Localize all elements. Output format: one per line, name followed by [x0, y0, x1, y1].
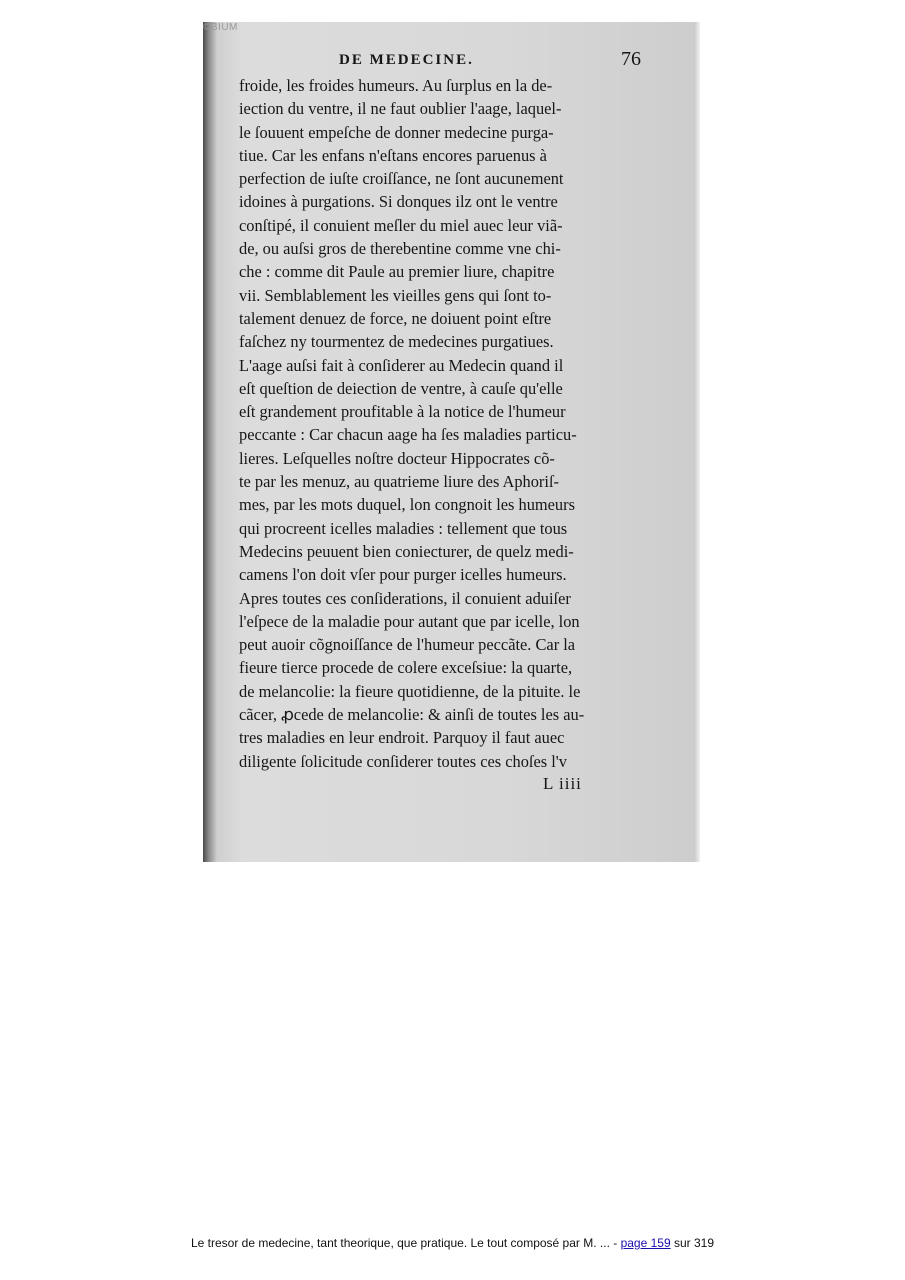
text-line: L'aage auſsi fait à conſiderer au Medecin quand il [239, 355, 564, 375]
text-line: l'eſpece de la maladie pour autant que par icelle, lon [239, 611, 580, 631]
text-line: talement denuez de force, ne doiuent point eſtre [239, 308, 552, 328]
text-line: le ſouuent empeſche de donner medecine purga- [239, 122, 554, 142]
text-line: froide, les froides humeurs. Au ſurplus en la de- [239, 76, 553, 95]
page-link[interactable]: page 159 [620, 1236, 671, 1250]
text-line: faſchez ny tourmentez de medecines purgatiues. [239, 332, 554, 352]
text-line: che : comme dit Paule au premier liure, chapitre [239, 262, 555, 282]
body-text [239, 74, 679, 773]
footer-caption: Le tresor de medecine, tant theorique, que pratique. Le tout composé par M. ... - [190, 1236, 621, 1250]
text-line: diligente ſolicitude conſiderer toutes ces choſes l'v [239, 751, 567, 771]
text-line: tres maladies en leur endroit. Parquoy il faut auec [239, 728, 565, 748]
text-line: perfection de iuſte croiſſance, ne ſont aucunement [239, 169, 564, 189]
text-line: tiue. Car les enfans n'eſtans encores paruenus à [239, 145, 547, 165]
text-line: te par les menuz, au quatrieme liure des Aphoriſ- [239, 472, 559, 492]
text-line: qui procreent icelles maladies : tellement que tous [239, 518, 568, 538]
text-line: iection du ventre, il ne faut oublier l'aage, laquel- [239, 99, 562, 119]
library-watermark: ©BIUM [203, 22, 238, 33]
text-line: Medecins peuuent bien coniecturer, de quelz medi- [239, 541, 574, 561]
text-line: fieure tierce procede de colere exceſsiue: la quarte, [239, 658, 573, 678]
page-footer [0, 1236, 905, 1250]
text-line: peccante : Car chacun aage ha ſes maladies particu- [239, 425, 577, 445]
text-line: peut auoir cõgnoiſſance de l'humeur peccãte. Car la [239, 635, 576, 655]
text-line: Apres toutes ces conſiderations, il conuient aduiſer [239, 588, 571, 608]
signature-mark: L iiii [543, 774, 582, 793]
text-line: eſt grandement proufitable à la notice de l'humeur [239, 402, 566, 422]
text-line: camens l'on doit vſer pour purger icelles humeurs. [239, 565, 567, 585]
scanned-page [203, 22, 700, 862]
folio-number: 76 [621, 48, 641, 70]
text-line: cãcer, ꝓcede de melancolie: & ainſi de toutes les au- [239, 705, 585, 725]
text-line: eſt queſtion de deiection de ventre, à cauſe qu'elle [239, 378, 563, 398]
text-line: de, ou auſsi gros de therebentine comme vne chi- [239, 239, 561, 259]
text-line: mes, par les mots duquel, lon congnoit les humeurs [239, 495, 575, 515]
footer-suffix: sur 319 [670, 1236, 714, 1250]
text-line: conſtipé, il conuient meſler du miel auec leur viã- [239, 215, 563, 235]
text-line: vii. Semblablement les vieilles gens qui ſont to- [239, 285, 552, 305]
text-line: lieres. Leſquelles noſtre docteur Hippocrates cõ- [239, 448, 555, 468]
running-head-title: DE MEDECINE. [339, 52, 474, 68]
text-line: de melancolie: la fieure quotidienne, de la pituite. le [239, 681, 581, 701]
text-line: idoines à purgations. Si donques ilz ont le ventre [239, 192, 558, 212]
